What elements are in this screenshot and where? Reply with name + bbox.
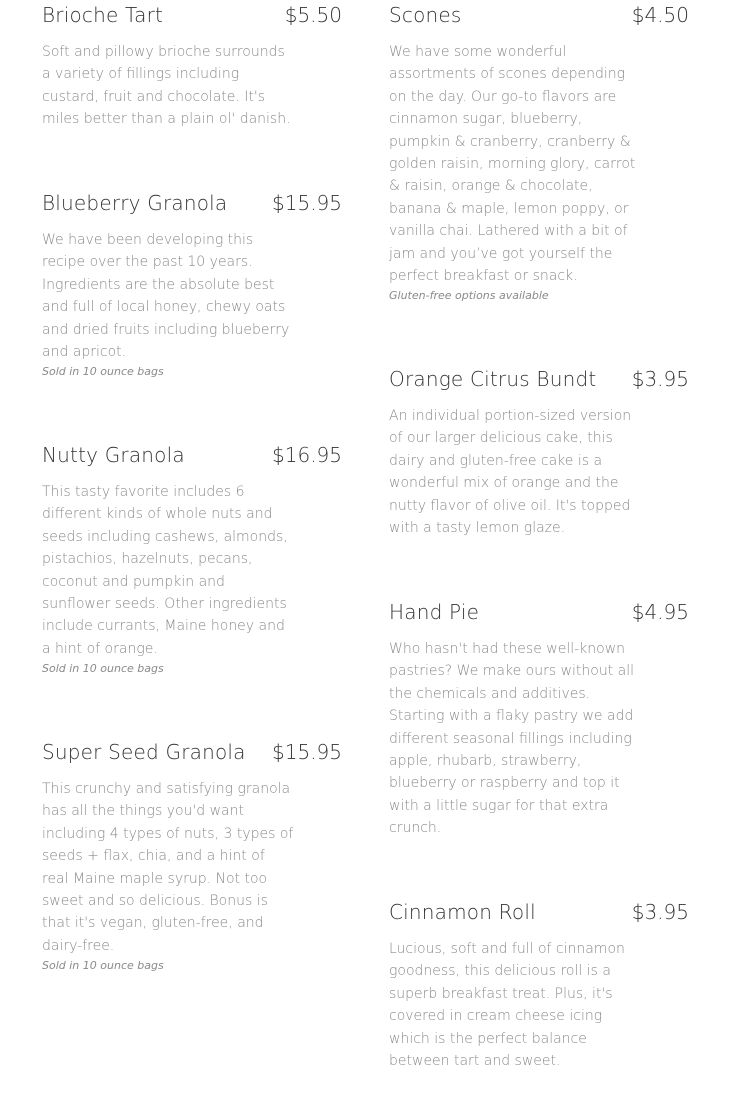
menu-item-blueberry-granola xyxy=(42,188,342,379)
menu-item-price: $15.95 xyxy=(272,191,342,215)
menu-item-header xyxy=(42,737,342,767)
menu-item-note: Sold in 10 ounce bags xyxy=(42,365,164,379)
menu-item-note: Gluten-free options available xyxy=(389,289,549,303)
menu-item-price: $16.95 xyxy=(272,443,342,467)
menu-item-hand-pie xyxy=(389,597,689,840)
menu-item-description: An individual portion-sized version of our larger delicious cake, this dairy and gluten-free cake is a wonderful mix of orange and the nutty flavor of olive oil. It's topped with a tasty lemon glaze. xyxy=(389,408,632,537)
menu-item-description: Soft and pillowy brioche surrounds a variety of fillings including custard, fruit and chocolate. It's miles better than a plain ol' danish. xyxy=(42,44,291,128)
menu-item-price: $15.95 xyxy=(272,740,342,764)
menu-item-description: We have been developing this recipe over the past 10 years. Ingredients are the absolute best and full of local honey, chewy oats and dried fruits including blueberry and apricot. xyxy=(42,232,290,361)
menu-item-name: Blueberry Granola xyxy=(42,191,228,215)
menu-item-header xyxy=(389,0,689,30)
menu-item-name: Super Seed Granola xyxy=(42,740,246,764)
menu-item-name: Nutty Granola xyxy=(42,443,185,467)
menu-item-price: $4.95 xyxy=(631,600,689,624)
menu-item-name: Brioche Tart xyxy=(42,3,164,27)
menu-item-header xyxy=(389,364,689,394)
menu-item-header xyxy=(389,597,689,627)
menu-item-description: Lucious, soft and full of cinnamon goodness, this delicious roll is a superb breakfast treat. Plus, it's covered in cream cheese icing which is the perfect balance between tart and sweet. xyxy=(389,941,625,1070)
menu-item-brioche-tart xyxy=(42,0,342,131)
menu-item-description: We have some wonderful assortments of scones depending on the day. Our go-to flavors are cinnamon sugar, blueberry, pumpkin & cranberry, cranberry & golden raisin, morning glory, carrot & raisin, orange & chocolate, banana & maple, lemon poppy, or vanilla chai. Lathered with a bit of jam and you’ve got yourself the perfect breakfast or snack. xyxy=(389,44,636,285)
menu-item-nutty-granola xyxy=(42,440,342,676)
menu-item-price: $3.95 xyxy=(631,367,689,391)
menu-item-cinnamon-roll xyxy=(389,897,689,1072)
menu-item-price: $4.50 xyxy=(631,3,689,27)
menu-item-description: Who hasn't had these well-known pastries? We make ours without all the chemicals and additives. Starting with a flaky pastry we add different seasonal fillings including apple, rhubarb, strawberry, blueberry or raspberry and top it with a little sugar for that extra crunch. xyxy=(389,641,635,837)
menu-item-header xyxy=(42,0,342,30)
menu-item-description: This crunchy and satisfying granola has all the things you'd want including 4 types of nuts, 3 types of seeds + flax, chia, and a hint of real Maine maple syrup. Not too sweet and so delicious. Bonus is that it's vegan, gluten-free, and dairy-free. xyxy=(42,781,294,954)
menu-item-header xyxy=(42,440,342,470)
menu-item-note: Sold in 10 ounce bags xyxy=(42,959,164,973)
menu-item-name: Scones xyxy=(389,3,462,27)
menu-item-header xyxy=(42,188,342,218)
menu-item-header xyxy=(389,897,689,927)
menu-item-note: Sold in 10 ounce bags xyxy=(42,662,164,676)
menu-item-super-seed-granola xyxy=(42,737,342,973)
menu-item-price: $5.50 xyxy=(284,3,342,27)
menu-item-orange-citrus-bundt xyxy=(389,364,689,539)
menu-item-price: $3.95 xyxy=(631,900,689,924)
menu-item-name: Cinnamon Roll xyxy=(389,900,536,924)
menu-item-description: This tasty favorite includes 6 different kinds of whole nuts and seeds including cashews, almonds, pistachios, hazelnuts, pecans, coconut and pumpkin and sunflower seeds. Other ingredients include currants, Maine honey and a hint of orange. xyxy=(42,484,288,657)
menu-item-name: Hand Pie xyxy=(389,600,480,624)
menu-item-scones xyxy=(389,0,689,303)
menu-item-name: Orange Citrus Bundt xyxy=(389,367,597,391)
